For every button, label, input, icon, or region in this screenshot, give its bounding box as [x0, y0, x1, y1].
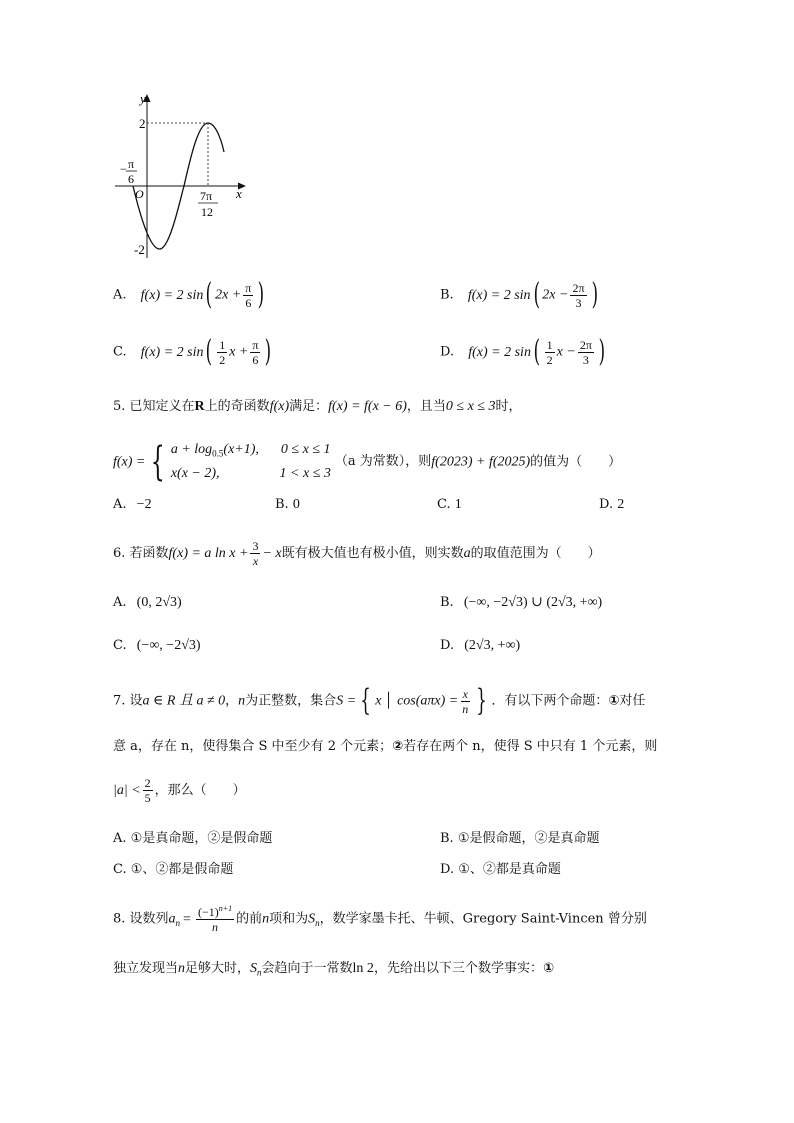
- q8-line1: [113, 905, 647, 933]
- q5-stem-line1: [113, 398, 522, 416]
- case-2: [171, 464, 331, 484]
- y-max-label: 2: [139, 116, 146, 131]
- option-text: ①、②都是真命题: [458, 862, 561, 877]
- denominator: n: [212, 920, 219, 934]
- paren-open: (: [533, 277, 540, 312]
- text: 若存在两个 n，使得 S 中只有 1 个元素，则: [403, 739, 658, 754]
- numerator: x: [462, 686, 468, 701]
- text: 既有极大值也有极小值，则实数: [281, 546, 464, 561]
- q5-stem-line2: [113, 440, 621, 484]
- function-lhs: f(x) = a ln x +: [168, 546, 249, 561]
- q4-option-c[interactable]: [113, 334, 274, 369]
- y-min-label: -2: [134, 242, 145, 257]
- text-fx: f(x): [269, 399, 290, 414]
- numerator-base: (−1): [197, 905, 219, 919]
- q6-option-b[interactable]: [440, 594, 602, 612]
- brace-open: {: [360, 683, 371, 718]
- numerator: 1: [546, 337, 553, 352]
- right-tick-numerator: 7π: [200, 189, 213, 203]
- case-expr-tail: (x+1),: [223, 442, 259, 457]
- paren-close: ): [598, 334, 605, 369]
- denominator: 3: [582, 352, 589, 367]
- numerator: 2π: [572, 280, 585, 295]
- numerator: π: [252, 337, 259, 352]
- option-label: D.: [440, 862, 455, 877]
- numerator: [196, 905, 234, 920]
- text: 意 a，存在 n，使得集合 S 中至少有 2 个元素；: [113, 739, 393, 754]
- text: ，且当: [406, 399, 446, 414]
- set-body: x │ cos(aπx) =: [375, 693, 459, 709]
- q5-options: [113, 496, 713, 516]
- option-value: (2√3, +∞): [464, 638, 521, 653]
- var-s-sub: n: [315, 918, 320, 929]
- option-label: B.: [440, 595, 454, 610]
- q5-option-c[interactable]: [437, 496, 462, 514]
- option-text: ①是假命题，②是真命题: [457, 831, 600, 846]
- q6-option-c[interactable]: [113, 637, 201, 655]
- text: 5. 已知定义在: [113, 399, 195, 414]
- brace-close: }: [476, 683, 488, 718]
- numerator-exp: n+1: [218, 904, 233, 913]
- option-inner: x −: [556, 344, 576, 360]
- paren-open: (: [206, 277, 213, 312]
- denominator: 6: [252, 352, 259, 367]
- option-value: 2: [617, 497, 625, 512]
- text: 满足：: [289, 399, 329, 414]
- option-label: D.: [440, 638, 455, 653]
- option-label: C.: [113, 862, 127, 877]
- option-label: B.: [275, 497, 289, 512]
- function-tail: − x: [262, 546, 282, 561]
- text: ．有以下两个命题：: [491, 693, 609, 709]
- denominator: 3: [575, 295, 582, 310]
- option-lhs: f(x) = 2 sin: [468, 344, 531, 360]
- paren-close: ): [591, 277, 598, 312]
- option-label: C.: [437, 497, 451, 512]
- case-expr: a + log: [170, 442, 213, 457]
- sequence-sub: n: [175, 918, 181, 929]
- sine-graph: [110, 90, 260, 265]
- origin-label: O: [135, 187, 144, 201]
- option-label: A.: [113, 831, 127, 846]
- option-label: B.: [440, 287, 454, 303]
- option-inner: 2x +: [215, 287, 242, 303]
- denominator: x: [252, 554, 259, 568]
- right-tick-denominator: 12: [201, 205, 213, 219]
- option-label: A.: [113, 595, 127, 610]
- sequence-a: a: [168, 911, 176, 927]
- var-s: S: [308, 911, 316, 927]
- denominator: 2: [219, 352, 226, 367]
- denominator: 6: [245, 295, 252, 310]
- q4-option-d[interactable]: [440, 334, 608, 369]
- x-axis-label: x: [236, 186, 242, 201]
- set-fraction: [460, 688, 470, 715]
- option-fraction: [250, 339, 260, 366]
- text: （a 为常数），则: [334, 454, 432, 470]
- left-tick-numerator: π: [128, 157, 135, 171]
- paren-close: ): [257, 277, 265, 312]
- q4-option-a[interactable]: [113, 277, 267, 312]
- denominator: 2: [546, 352, 553, 367]
- option-value: (−∞, −2√3) ∪ (2√3, +∞): [463, 595, 603, 610]
- var-n: n: [262, 911, 270, 927]
- equation: f(x) = f(x − 6): [328, 399, 407, 414]
- var-s: S: [250, 961, 258, 976]
- case-cond: 0 ≤ x ≤ 1: [280, 442, 331, 457]
- paren-open: (: [533, 334, 541, 369]
- text: 为正整数，集合: [245, 693, 337, 709]
- q7-option-d[interactable]: [440, 861, 561, 879]
- set-lhs: S =: [336, 693, 357, 709]
- q6-stem: [113, 540, 601, 567]
- q5-option-b[interactable]: [275, 496, 300, 514]
- text: 独立发现当: [113, 961, 179, 976]
- text: ，: [225, 693, 239, 709]
- range: 0 ≤ x ≤ 3: [445, 399, 496, 414]
- option-lhs: f(x) = 2 sin: [467, 287, 531, 303]
- circle-1: ①: [542, 961, 554, 976]
- brace-icon: {: [151, 438, 166, 485]
- option-label: A.: [113, 287, 127, 303]
- text: 8. 设数列: [113, 911, 169, 927]
- text: 上的奇函数: [204, 399, 270, 414]
- y-axis-label: y: [140, 91, 146, 106]
- text: 的值为（ ）: [530, 454, 622, 470]
- option-text: ①是真命题，②是假命题: [130, 831, 273, 846]
- option-lhs: f(x) = 2 sin: [140, 344, 204, 360]
- option-value: (0, 2√3): [136, 595, 182, 610]
- option-fraction: [243, 282, 253, 309]
- text: 的取值范围为（ ）: [470, 546, 601, 561]
- piecewise-cases: [171, 440, 331, 484]
- q7-option-b[interactable]: [440, 830, 599, 848]
- inner-fraction: [217, 339, 227, 366]
- text: 6. 若函数: [113, 546, 169, 561]
- q4-option-b[interactable]: [440, 277, 600, 312]
- q8-line2: [113, 960, 554, 982]
- option-lhs: f(x) = 2 sin: [140, 287, 204, 303]
- option-inner: 2x −: [542, 287, 569, 303]
- case-expr: x(x − 2),: [170, 465, 220, 481]
- text: 会趋向于一常数: [261, 961, 353, 976]
- numerator: 1: [219, 337, 226, 352]
- option-inner: x +: [229, 344, 249, 360]
- q6-option-a[interactable]: [113, 594, 182, 612]
- var-n: n: [178, 961, 186, 976]
- q7-line3: [113, 777, 246, 804]
- option-label: D.: [440, 344, 455, 360]
- option-label: A.: [113, 497, 127, 512]
- numerator: 2π: [579, 337, 592, 352]
- q7-line1: [113, 683, 646, 718]
- text: 7. 设: [113, 693, 143, 709]
- inner-fraction: [545, 339, 555, 366]
- option-text: ①、②都是假命题: [130, 862, 234, 877]
- paren-close: ): [265, 334, 272, 369]
- q5-option-d[interactable]: [599, 496, 624, 514]
- text: ，那么（ ）: [154, 783, 246, 798]
- expression: f(2023) + f(2025): [431, 454, 531, 470]
- circle-1: ①: [608, 693, 620, 709]
- left-tick-denominator: 6: [128, 172, 134, 186]
- var-n: n: [238, 693, 246, 709]
- case-1: [171, 440, 331, 464]
- text: 的前: [236, 911, 263, 927]
- left-tick-sign: −: [120, 162, 127, 176]
- option-label: C.: [113, 638, 127, 653]
- sequence-fraction: [196, 905, 234, 933]
- q5-option-a[interactable]: [113, 496, 152, 514]
- case-cond: 1 < x ≤ 3: [279, 465, 331, 481]
- option-fraction: [570, 282, 586, 309]
- abs-a: |a| <: [113, 783, 141, 798]
- var-s-sub: n: [257, 967, 262, 978]
- option-fraction: [578, 339, 594, 366]
- function-fraction: [250, 540, 260, 567]
- paren-open: (: [206, 334, 213, 369]
- ln2: ln 2: [352, 961, 374, 976]
- text: ，数学家墨卡托、牛顿、Gregory Saint-Vincen 曾分别: [319, 911, 647, 927]
- q7-option-c[interactable]: [113, 861, 233, 879]
- q7-line2: [113, 738, 657, 756]
- limit-fraction: [143, 777, 153, 804]
- log-base: 0.5: [212, 448, 224, 459]
- equals: =: [183, 911, 191, 927]
- option-label: C.: [113, 344, 127, 360]
- q6-option-d[interactable]: [440, 637, 520, 655]
- circle-2: ②: [392, 739, 404, 754]
- text: 时，: [495, 399, 522, 414]
- piecewise-lhs: f(x) =: [113, 454, 146, 470]
- option-label: D.: [599, 497, 614, 512]
- option-label: B.: [440, 831, 454, 846]
- numerator: 3: [252, 539, 259, 553]
- text: ，先给出以下三个数学事实：: [373, 961, 543, 976]
- numerator: π: [245, 280, 252, 295]
- option-value: 0: [292, 497, 300, 512]
- numerator: 2: [144, 776, 151, 790]
- text: 项和为: [269, 911, 309, 927]
- option-value: −2: [136, 497, 152, 512]
- option-value: 1: [454, 497, 462, 512]
- denominator: n: [462, 701, 469, 716]
- q7-option-a[interactable]: [113, 830, 272, 848]
- text: 对任: [619, 693, 646, 709]
- condition: a ∈ R 且 a ≠ 0: [142, 693, 226, 709]
- text-r: R: [194, 399, 205, 414]
- var-a: a: [463, 546, 471, 561]
- denominator: 5: [144, 791, 151, 805]
- text: 足够大时，: [185, 961, 251, 976]
- option-value: (−∞, −2√3): [136, 638, 201, 653]
